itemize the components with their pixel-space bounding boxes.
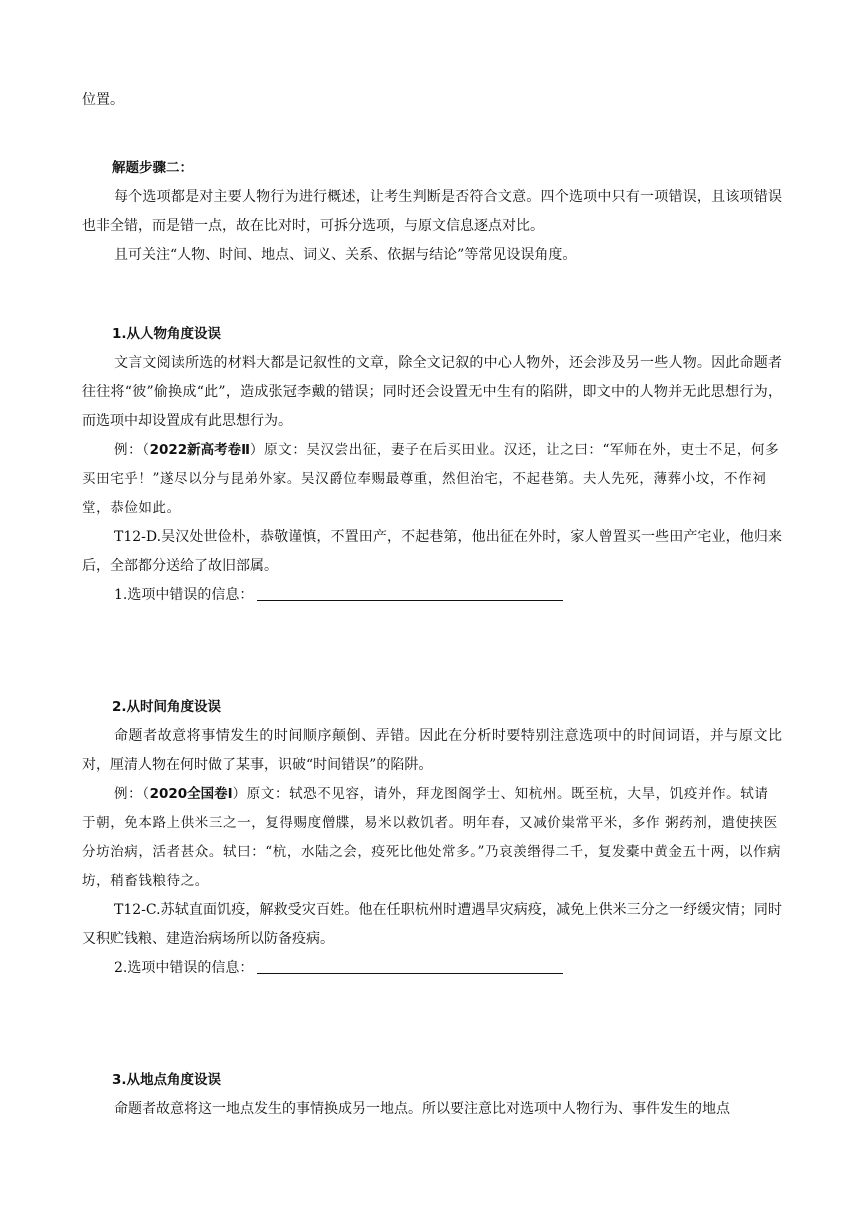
section3-para: 命题者故意将这一地点发生的事情换成另一地点。所以要注意比对选项中人物行为、事件发生的地点 [114,1101,730,1117]
section3-block [82,1066,782,1124]
section1-question-label: 1.选项中错误的信息： [114,587,254,603]
section1-heading: 1.从人物角度设误 [112,326,222,342]
section2-para: 命题者故意将事情发生的时间顺序颠倒、弄错。因此在分析时要特别注意选项中的时间词语，并与原文比对，厘清人物在何时做了某事，识破“时间错误”的陷阱。 [82,728,782,773]
intro-tail-text: 位置。 [82,92,124,108]
section1-block [82,320,782,610]
section1-example-prefix: 例：（ [114,442,150,458]
section2-option: T12-C.苏轼直面饥疫，解救受灾百姓。他在任职杭州时遭遇旱灾病疫，减免上供米三分之一纾缓灾情；同时又积贮钱粮、建造治病场所以防备疫病。 [82,902,782,947]
section1-question [82,581,782,610]
section1-option: T12-D.吴汉处世俭朴，恭敬谨慎，不置田产，不起巷第，他出征在外时，家人曾置买一些田产宅业，他归来后，全部都分送给了故旧部属。 [82,529,782,574]
section2-block [82,693,782,983]
section2-question [82,954,782,983]
section2-example [82,780,782,896]
step2-block [82,154,782,270]
section1-example [82,436,782,523]
step2-para2: 且可关注“人物、时间、地点、词义、关系、依据与结论”等常见设误角度。 [114,247,577,263]
step2-heading: 解题步骤二： [112,160,193,176]
answer-blank-line [257,959,563,974]
step2-para1: 每个选项都是对主要人物行为进行概述，让考生判断是否符合文意。四个选项中只有一项错误，且该项错误也非全错，而是错一点，故在比对时，可拆分选项，与原文信息逐点对比。 [82,189,782,234]
section2-example-prefix: 例：（ [114,786,150,802]
section2-example-text: ）原文：轼恐不见容，请外，拜龙图阁学士、知杭州。既至杭，大旱，饥疫并作。轼请于朝，免本路上供米三之一，复得赐度僧牒，易米以救饥者。明年春，又减价粜常平米，多作 粥药剂，遣使挟医分坊治病，活者甚众。轼曰：“杭，水陆之会，疫死比他处常多。”乃哀羡缗得二千，复发橐中黄金五十两，以作病坊，稍畜钱粮待之。 [82,786,782,889]
section2-example-source: 2020全国卷Ⅰ [149,786,233,802]
answer-blank-line [257,586,563,601]
section1-example-text: ）原文：吴汉尝出征，妻子在后买田业。汉还，让之曰：“军师在外，吏士不足，何多买田宅乎！”遂尽以分与昆弟外家。吴汉爵位奉赐最尊重，然但治宅，不起巷第。夫人先死，薄葬小坟，不作祠堂，恭俭如此。 [82,442,780,516]
section1-example-source: 2022新高考卷Ⅱ [149,442,251,458]
section3-heading: 3.从地点角度设误 [112,1072,222,1088]
section2-heading: 2.从时间角度设误 [112,699,222,715]
section1-para: 文言文阅读所选的材料大都是记叙性的文章，除全文记叙的中心人物外，还会涉及另一些人物。因此命题者往往将“彼”偷换成“此”，造成张冠李戴的错误；同时还会设置无中生有的陷阱，即文中的人物并无此思想行为，而选项中却设置成有此思想行为。 [82,355,782,429]
section2-question-label: 2.选项中错误的信息： [114,960,254,976]
